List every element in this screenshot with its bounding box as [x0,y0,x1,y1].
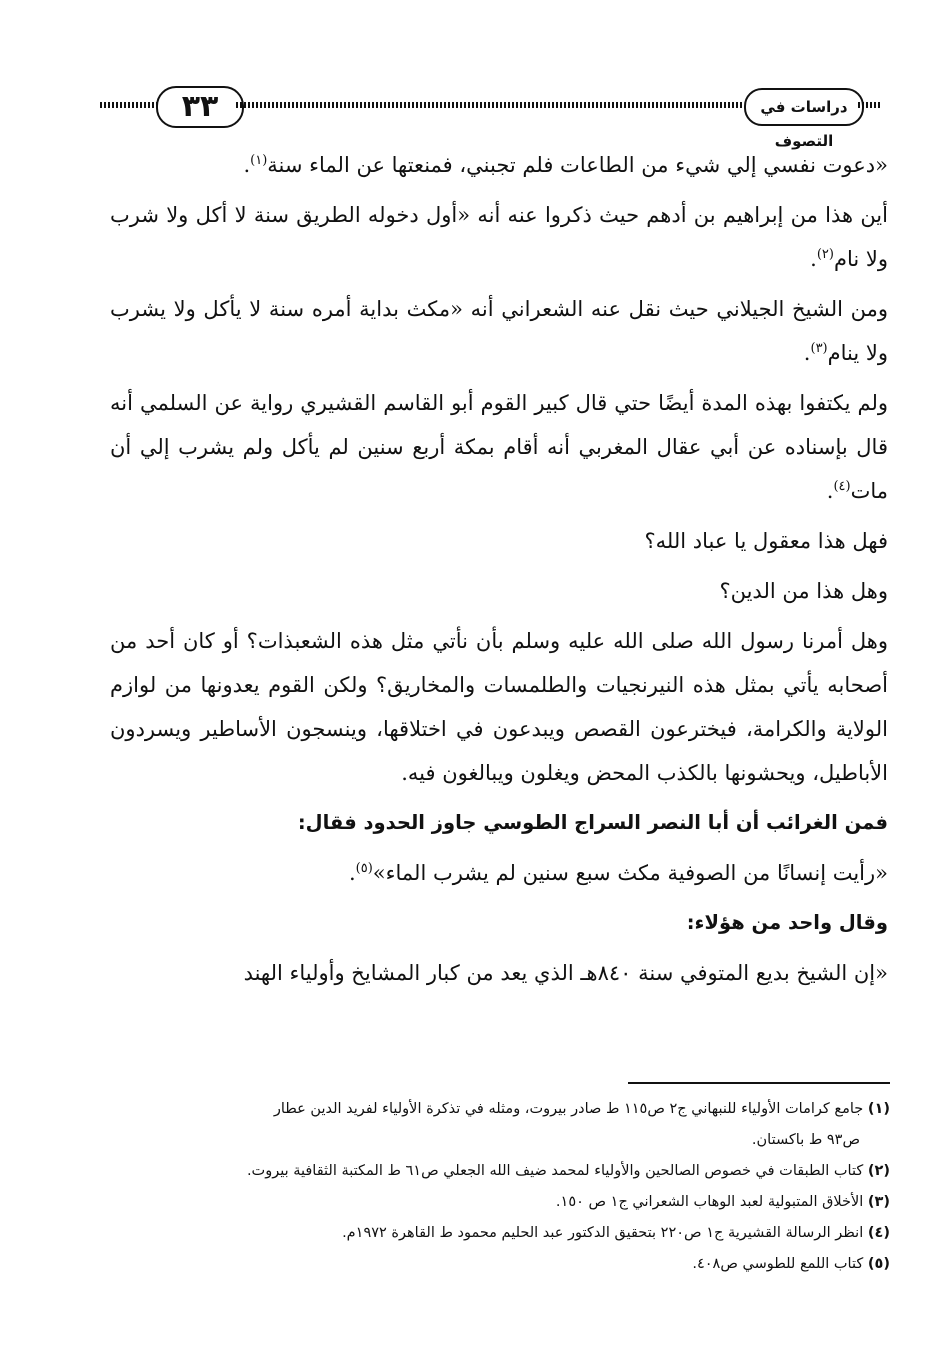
paragraph-text: وقال واحد من هؤلاء: [686,911,888,934]
footnote [110,1187,890,1218]
paragraph [110,287,888,375]
footnote-ref[interactable]: (١) [250,153,268,168]
footnote-text: الأخلاق المتبولية لعبد الوهاب الشعراني ج١ ص ١٥٠. [555,1194,864,1210]
paragraph-text: «دعوت نفسي إلي شيء من الطاعات فلم تجبني، فمنعتها عن الماء سنة [267,153,888,177]
paragraph-text: ولم يكتفوا بهذه المدة أيضًا حتي قال كبير القوم أبو القاسم القشيري رواية عن السلمي أنه قال بإسناده عن أبي عقال المغربي أنه أقام بمكة أربع سنين لم يأكل ولم يشرب إلي أن مات [110,391,888,503]
footnote-ref[interactable]: (٣) [810,341,828,356]
book-title: دراسات في التصوف [744,88,864,126]
paragraph-tail: . [803,341,811,365]
paragraph [110,381,888,513]
footnote-number: (٤) [867,1225,890,1241]
paragraph [110,193,888,281]
footnote [110,1249,890,1280]
footnote-ref[interactable]: (٤) [833,479,851,494]
page-body [110,143,888,1001]
footnote-continuation: ص٩٣ ط باكستان. [751,1132,860,1148]
bold-paragraph [110,901,888,945]
footnote-ref[interactable]: (٥) [355,861,373,876]
footnote [110,1156,890,1187]
footnote-ref[interactable]: (٢) [816,247,834,262]
footnote-separator [628,1082,890,1084]
paragraph [110,569,888,613]
header-rule-right [858,102,880,108]
paragraph-text: ومن الشيخ الجيلاني حيث نقل عنه الشعراني أنه «مكث بداية أمره سنة لا يأكل ولا يشرب ولا ينام [110,297,888,365]
footnote-text: كتاب الطبقات في خصوص الصالحين والأولياء لمحمد ضيف الله الجعلي ص٦١ ط المكتبة الثقافية بيروت. [246,1163,864,1179]
paragraph-text: وهل هذا من الدين؟ [719,579,888,603]
paragraph [110,143,888,187]
header-rule-left [100,102,160,108]
footnote [110,1218,890,1249]
paragraph [110,619,888,795]
paragraph-text: أين هذا من إبراهيم بن أدهم حيث ذكروا عنه أنه «أول دخوله الطريق سنة لا أكل ولا شرب ولا نام [110,203,888,271]
footnote [110,1094,890,1125]
paragraph-tail: . [826,479,834,503]
paragraph-text: وهل أمرنا رسول الله صلى الله عليه وسلم بأن نأتي مثل هذه الشعبذات؟ أو كان أحد من أصحابه يأتي بمثل هذه النيرنجيات والطلمسات والمخاريق؟ ولكن القوم يعدونها من لوازم الولاية والكرامة، فيخترعون القصص ويبدعون في اختلاقها، وينسجون الأساطير ويسردون الأباطيل، ويحشونها بالكذب المحض ويغلون ويبالغون فيه. [110,629,888,785]
paragraph [110,519,888,563]
footnote-text: كتاب اللمع للطوسي ص٤٠٨. [692,1256,864,1272]
footnote-number: (٣) [867,1194,890,1210]
header-rule-middle [236,102,744,108]
paragraph [110,951,888,995]
paragraph-text: «إن الشيخ بديع المتوفي سنة ٨٤٠هـ الذي يعد من كبار المشايخ وأولياء الهند [243,961,888,985]
footnote-number: (٢) [867,1163,890,1179]
footnote-text: جامع كرامات الأولياء للنبهاني ج٢ ص١١٥ ط صادر بيروت، ومثله في تذكرة الأولياء لفريد الدين عطار [273,1101,864,1117]
page-header [100,80,880,150]
paragraph-tail: . [810,247,817,271]
footnote-number: (٥) [867,1256,890,1272]
paragraph-text: فمن الغرائب أن أبا النصر السراج الطوسي جاوز الحدود فقال: [297,811,888,834]
bold-paragraph [110,801,888,845]
paragraph-text: «رأيت إنسانًا من الصوفية مكث سبع سنين لم يشرب الماء» [372,861,888,885]
paragraph-tail: . [243,153,251,177]
paragraph-text: فهل هذا معقول يا عباد الله؟ [644,529,888,553]
footnote-number: (١) [867,1101,890,1117]
paragraph-tail: . [348,861,356,885]
footnote-text: انظر الرسالة القشيرية ج١ ص٢٢٠ بتحقيق الدكتور عبد الحليم محمود ط القاهرة ١٩٧٢م. [342,1225,864,1241]
footnotes [110,1094,890,1280]
page-number: ٣٣ [156,86,244,128]
paragraph [110,851,888,895]
